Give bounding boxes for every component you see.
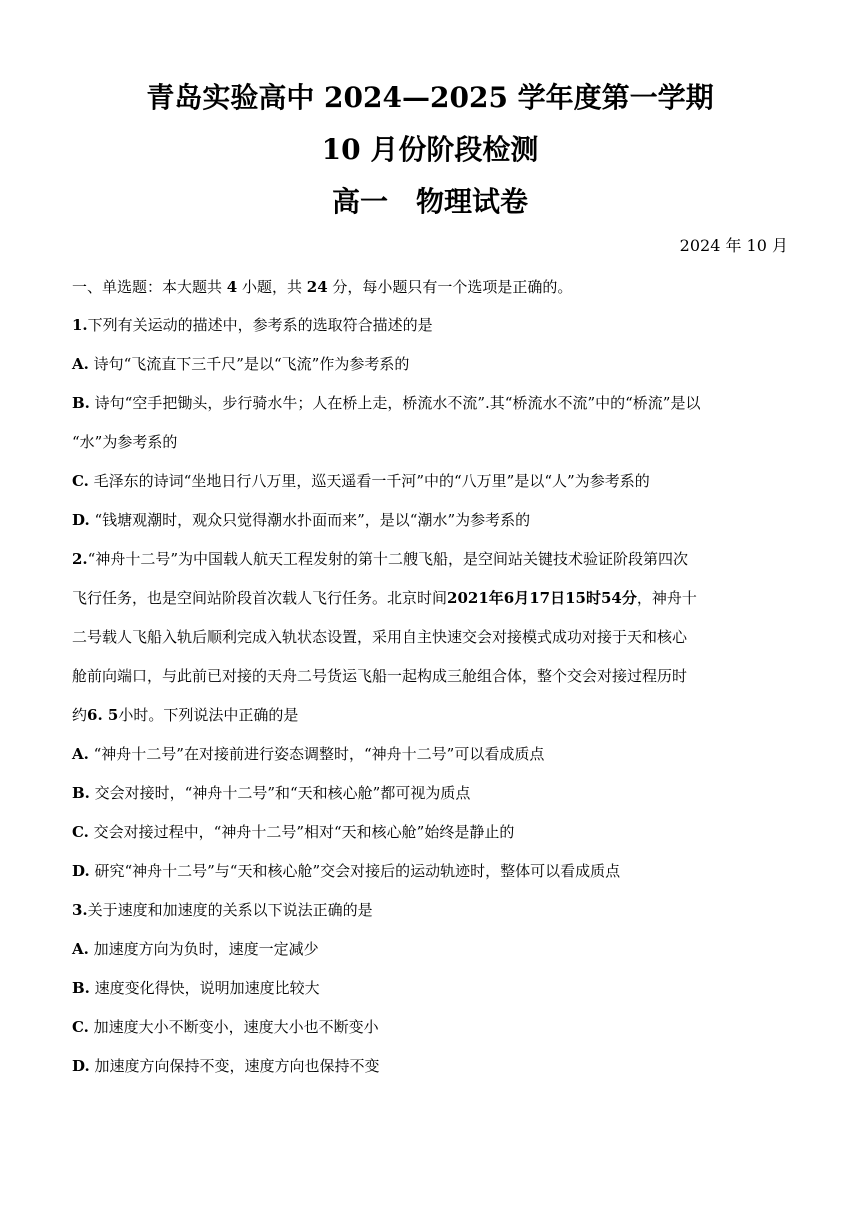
option-label: C. xyxy=(72,823,89,841)
option-text: “神舟十二号”在对接前进行姿态调整时，“神舟十二号”可以看成质点 xyxy=(88,745,545,763)
question-2-text-post: ，神舟十 xyxy=(636,589,697,607)
option-label: B. xyxy=(72,394,90,412)
question-3-number: 3. xyxy=(72,901,88,919)
option-label: A. xyxy=(72,745,89,763)
question-2-text-pre: 飞行任务，也是空间站阶段首次载人飞行任务。北京时间 xyxy=(72,589,448,607)
option-label: B. xyxy=(72,784,90,802)
question-2-stem-line-5 xyxy=(72,703,298,727)
question-2-stem-line-4: 舱前向端口，与此前已对接的天舟二号货运飞船一起构成三舱组合体，整个交会对接过程历时 xyxy=(72,667,688,685)
question-1-number: 1. xyxy=(72,316,88,334)
question-3-option-b xyxy=(72,976,320,1000)
question-2-text-line-1: “神舟十二号”为中国载人航天工程发射的第十二艘飞船，是空间站关键技术验证阶段第四次 xyxy=(87,550,689,568)
option-text: 诗句“飞流直下三千尺”是以“飞流”作为参考系的 xyxy=(88,355,410,373)
option-label: D. xyxy=(72,862,90,880)
question-2-option-b xyxy=(72,781,470,805)
question-2-stem-line-3: 二号载人飞船入轨后顺利完成入轨状态设置，采用自主快速交会对接模式成功对接于天和核心 xyxy=(72,628,688,646)
option-label: A. xyxy=(72,940,89,958)
question-2-launch-time: 2021年6月17日15时54分 xyxy=(447,589,637,607)
option-text: 加速度大小不断变小，速度大小也不断变小 xyxy=(88,1018,379,1036)
exam-date: 2024 年 10 月 xyxy=(679,236,788,255)
section-heading-suffix: 分，每小题只有一个选项是正确的。 xyxy=(327,278,573,296)
section-question-count: 4 xyxy=(226,278,238,296)
section-heading xyxy=(72,275,572,299)
option-label: C. xyxy=(72,472,89,490)
section-heading-prefix: 一、单选题：本大题共 xyxy=(72,278,227,296)
option-text: 加速度方向保持不变，速度方向也保持不变 xyxy=(89,1057,380,1075)
question-1-stem xyxy=(72,313,433,337)
exam-title-school-term: 青岛实验高中 2024—2025 学年度第一学期 xyxy=(146,81,714,114)
question-3-option-a xyxy=(72,937,319,961)
question-1-text: 下列有关运动的描述中，参考系的选取符合描述的是 xyxy=(87,316,433,334)
option-text: “钱塘观潮时，观众只觉得潮水扑面而来”，是以“潮水”为参考系的 xyxy=(89,511,531,529)
question-1-option-a xyxy=(72,352,409,376)
option-text: 诗句“空手把锄头，步行骑水牛；人在桥上走，桥流水不流”.其“桥流水不流”中的“桥流”是以 xyxy=(89,394,701,412)
question-2-text-post: 小时。下列说法中正确的是 xyxy=(118,706,299,724)
question-2-option-a xyxy=(72,742,544,766)
option-text: 加速度方向为负时，速度一定减少 xyxy=(88,940,319,958)
option-label: D. xyxy=(72,1057,90,1075)
question-2-option-d xyxy=(72,859,620,883)
question-3-text: 关于速度和加速度的关系以下说法正确的是 xyxy=(87,901,373,919)
question-2-stem xyxy=(72,547,688,571)
exam-title-stage: 10 月份阶段检测 xyxy=(321,133,539,166)
option-text: 交会对接过程中，“神舟十二号”相对“天和核心舱”始终是静止的 xyxy=(88,823,515,841)
option-label: A. xyxy=(72,355,89,373)
exam-title-subject: 高一 物理试卷 xyxy=(331,185,528,218)
option-text: 毛泽东的诗词“坐地日行八万里，巡天遥看一千河”中的“八万里”是以“人”为参考系的 xyxy=(88,472,650,490)
question-1-option-b xyxy=(72,391,700,415)
option-text: 交会对接时，“神舟十二号”和“天和核心舱”都可视为质点 xyxy=(89,784,471,802)
question-2-duration: 6. 5 xyxy=(87,706,119,724)
option-text: 研究“神舟十二号”与“天和核心舱”交会对接后的运动轨迹时，整体可以看成质点 xyxy=(89,862,621,880)
section-heading-mid: 小题，共 xyxy=(237,278,307,296)
question-2-option-c xyxy=(72,820,514,844)
question-2-number: 2. xyxy=(72,550,88,568)
question-1-option-c xyxy=(72,469,650,493)
option-label: C. xyxy=(72,1018,89,1036)
option-text: 速度变化得快，说明加速度比较大 xyxy=(89,979,320,997)
question-2-text-pre: 约 xyxy=(72,706,88,724)
question-3-stem xyxy=(72,898,373,922)
question-2-stem-line-2 xyxy=(72,586,697,610)
option-label: D. xyxy=(72,511,90,529)
question-3-option-c xyxy=(72,1015,379,1039)
section-total-score: 24 xyxy=(306,278,328,296)
question-1-option-b-continued: “水”为参考系的 xyxy=(72,433,178,451)
option-label: B. xyxy=(72,979,90,997)
question-3-option-d xyxy=(72,1054,379,1078)
question-1-option-d xyxy=(72,508,530,532)
